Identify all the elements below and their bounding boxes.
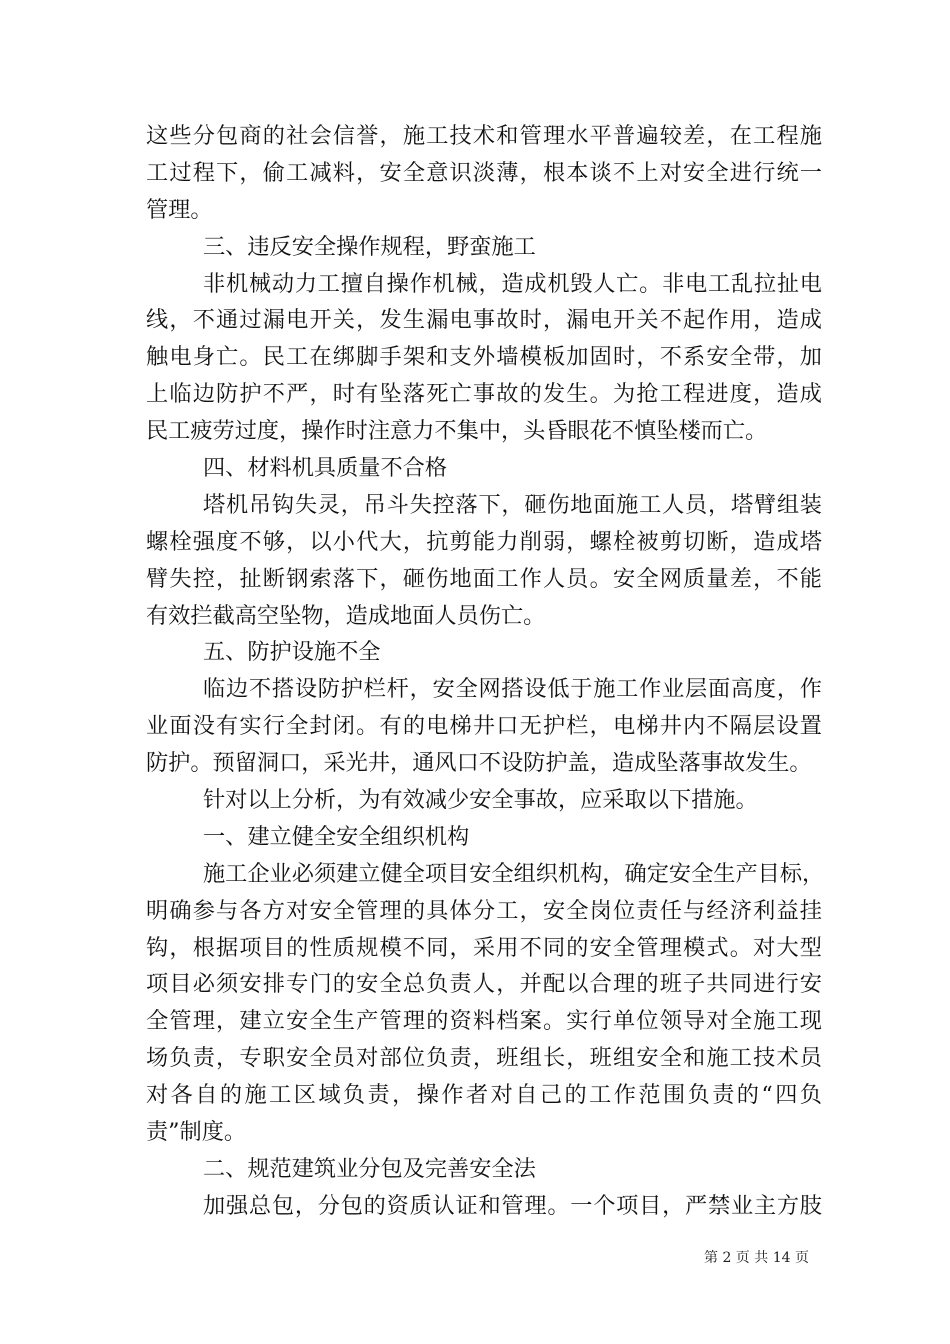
text-line: 责”制度。 (146, 1119, 247, 1146)
text-line: 工过程下，偷工减料，安全意识淡薄，根本谈不上对安全进行统一 (146, 159, 822, 186)
text-line: 全管理，建立安全生产管理的资料档案。实行单位领导对全施工现 (146, 1008, 822, 1035)
text-line: 四、材料机具质量不合格 (203, 455, 448, 482)
text-line: 线，不通过漏电开关，发生漏电事故时，漏电开关不起作用，造成 (146, 307, 822, 334)
text-line: 临边不搭设防护栏杆，安全网搭设低于施工作业层面高度，作 (203, 676, 822, 703)
text-line: 有效拦截高空坠物，造成地面人员伤亡。 (146, 602, 546, 629)
text-line: 螺栓强度不够，以小代大，抗剪能力削弱，螺栓被剪切断，造成塔 (146, 528, 822, 555)
text-line: 二、规范建筑业分包及完善安全法 (203, 1155, 536, 1182)
text-line: 上临边防护不严，时有坠落死亡事故的发生。为抢工程进度，造成 (146, 381, 822, 408)
text-line: 触电身亡。民工在绑脚手架和支外墙模板加固时，不系安全带，加 (146, 344, 822, 371)
text-line: 管理。 (146, 196, 213, 223)
text-line: 针对以上分析，为有效减少安全事故，应采取以下措施。 (203, 787, 758, 814)
text-line: 明确参与各方对安全管理的具体分工，安全岗位责任与经济利益挂 (146, 897, 822, 924)
text-line: 非机械动力工擅自操作机械，造成机毁人亡。非电工乱拉扯电 (203, 270, 822, 297)
text-line: 这些分包商的社会信誉，施工技术和管理水平普遍较差，在工程施 (146, 123, 822, 149)
page-footer: 第 2 页 共 14 页 (704, 1250, 809, 1266)
text-line: 塔机吊钩失灵，吊斗失控落下，砸伤地面施工人员，塔臂组装 (203, 491, 822, 518)
text-line: 防护。预留洞口，采光井，通风口不设防护盖，造成坠落事故发生。 (146, 750, 812, 777)
text-line: 钩，根据项目的性质规模不同，采用不同的安全管理模式。对大型 (146, 934, 822, 961)
text-line: 一、建立健全安全组织机构 (203, 823, 470, 850)
text-line: 对各自的施工区域负责，操作者对自己的工作范围负责的“四负 (146, 1082, 822, 1109)
text-line: 民工疲劳过度，操作时注意力不集中，头昏眼花不慎坠楼而亡。 (146, 418, 768, 445)
text-line: 臂失控，扯断钢索落下，砸伤地面工作人员。安全网质量差，不能 (146, 565, 822, 592)
text-line: 项目必须安排专门的安全总负责人，并配以合理的班子共同进行安 (146, 971, 822, 998)
text-line: 三、违反安全操作规程，野蛮施工 (203, 233, 536, 260)
body-text (146, 118, 825, 1225)
text-line: 场负责，专职安全员对部位负责，班组长，班组安全和施工技术员 (146, 1045, 822, 1072)
text-line: 业面没有实行全封闭。有的电梯井口无护栏，电梯井内不隔层设置 (146, 713, 822, 740)
text-line: 加强总包，分包的资质认证和管理。一个项目，严禁业主方肢 (203, 1192, 822, 1219)
text-line: 施工企业必须建立健全项目安全组织机构，确定安全生产目标， (203, 860, 825, 887)
text-line: 五、防护设施不全 (203, 639, 381, 666)
